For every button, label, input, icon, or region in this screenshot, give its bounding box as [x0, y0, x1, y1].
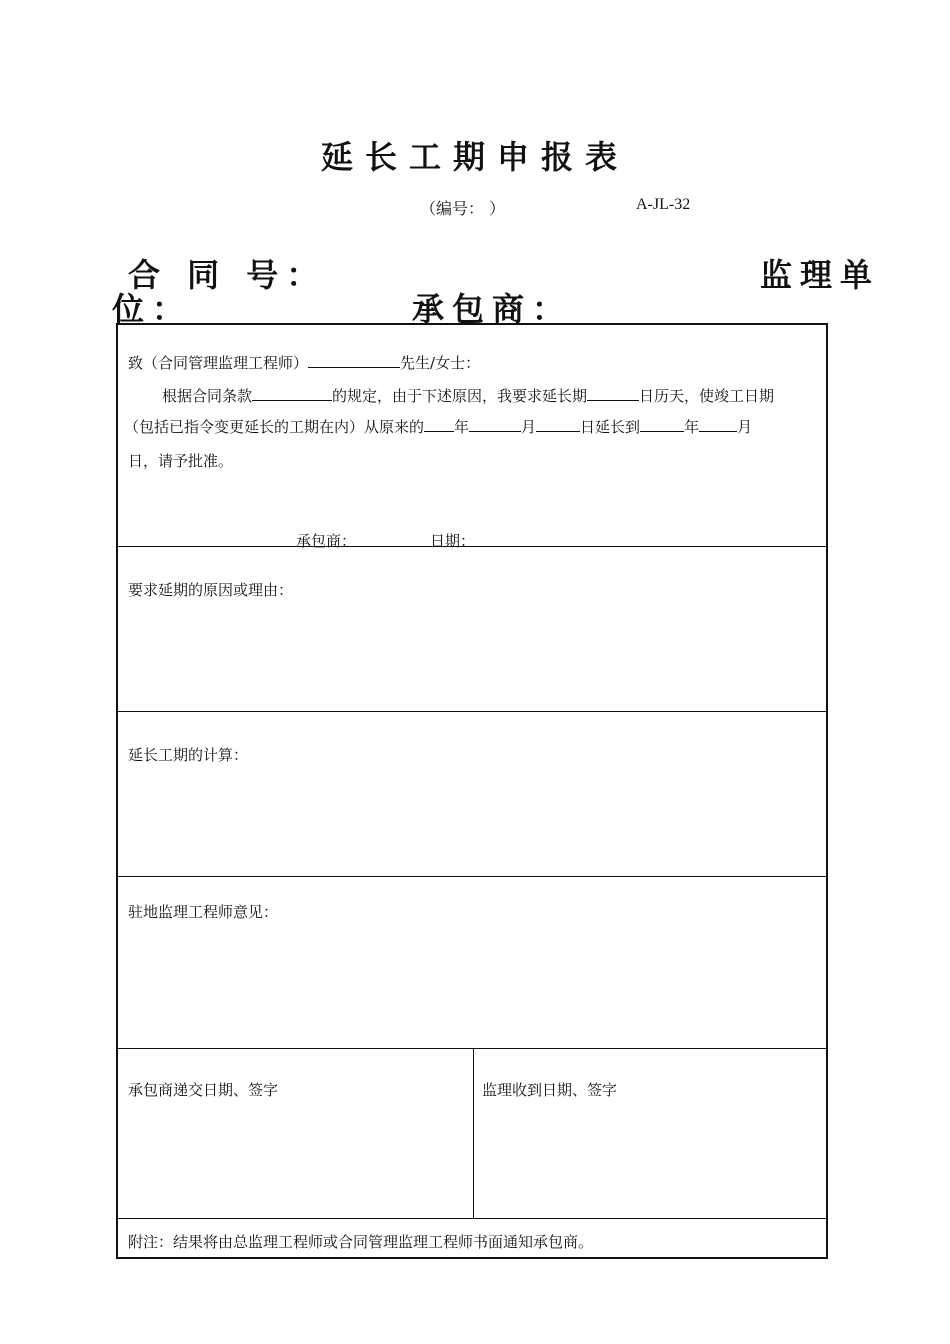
contract-clause-field[interactable] — [252, 386, 332, 401]
engineer-opinion-label: 驻地监理工程师意见： — [128, 903, 279, 921]
page-title: 延长工期申报表 — [320, 138, 629, 176]
contract-number-label: 合 同 号： — [128, 256, 327, 294]
new-year-field[interactable] — [640, 417, 684, 432]
extension-form-table — [116, 323, 828, 1259]
calculation-label: 延长工期的计算： — [128, 746, 249, 764]
supervisor-unit-label-cont: 位： — [112, 290, 193, 328]
engineer-name-field[interactable] — [308, 353, 400, 368]
request-line-2: 根据合同条款 的规定，由于下述原因，我要求延长期 日历天，使竣工日期 — [162, 387, 775, 405]
engineer-opinion-section — [118, 877, 826, 1049]
original-month-field[interactable] — [469, 417, 521, 432]
supervisor-receive-label: 监理收到日期、签字 — [482, 1081, 618, 1099]
note-text: 附注：结果将由总监理工程师或合同管理监理工程师书面通知承包商。 — [128, 1233, 594, 1251]
request-date-label: 日期： — [430, 532, 476, 550]
note-section — [118, 1219, 826, 1259]
request-line-3: （包括已指令变更延长的工期在内）从原来的 年 月 日延长到 年 月 — [124, 418, 753, 436]
signature-section — [118, 1049, 826, 1219]
original-day-field[interactable] — [536, 417, 580, 432]
contractor-signature-label: 承包商： — [296, 532, 357, 550]
contractor-submit-label: 承包商递交日期、签字 — [128, 1081, 279, 1099]
reason-section — [118, 547, 826, 712]
calculation-section — [118, 712, 826, 877]
column-divider — [473, 1049, 474, 1218]
form-code: A-JL-32 — [636, 196, 691, 213]
request-line-4: 日，请予批准。 — [128, 452, 234, 470]
form-number-label: （编号： ） — [420, 199, 506, 218]
contractor-label: 承包商： — [412, 290, 573, 328]
request-line-1 — [128, 352, 480, 373]
new-month-field[interactable] — [699, 417, 737, 432]
supervisor-unit-label: 监理单 — [760, 256, 881, 294]
addressee-label: 致（合同管理监理工程师） — [128, 354, 309, 372]
original-year-field[interactable] — [424, 417, 454, 432]
request-section — [118, 325, 826, 550]
salutation: 先生/女士： — [400, 354, 481, 372]
extension-days-field[interactable] — [587, 386, 639, 401]
reason-label: 要求延期的原因或理由： — [128, 581, 294, 599]
